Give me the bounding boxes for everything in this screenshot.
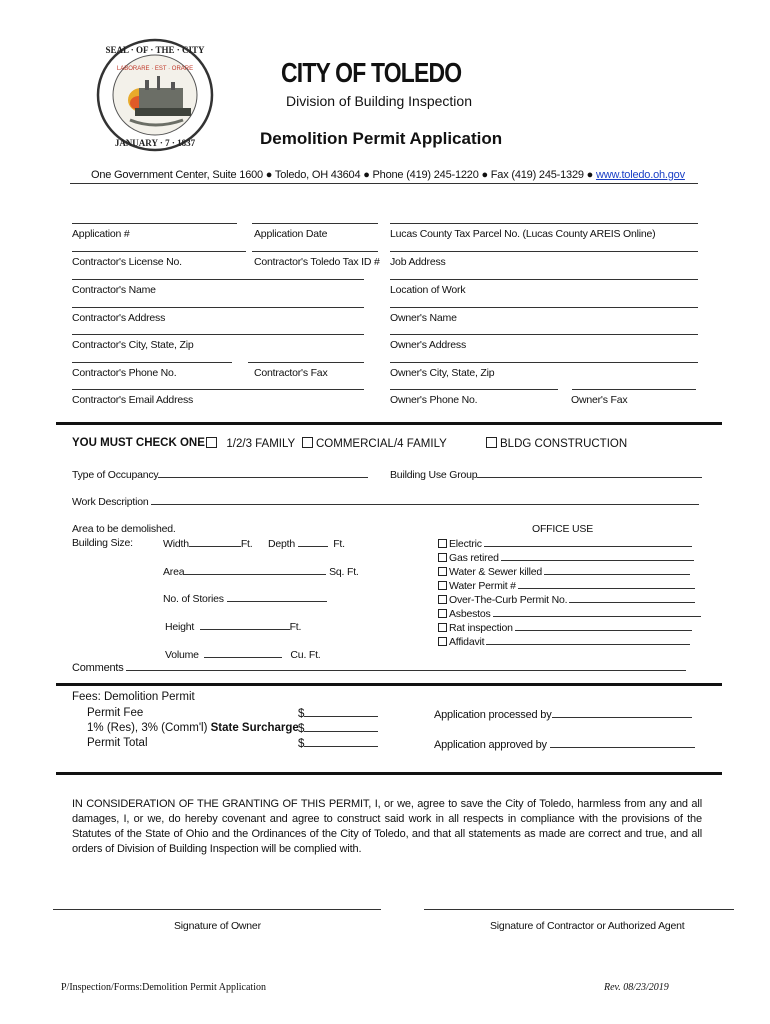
height-unit: Ft. (289, 621, 302, 633)
comments-field[interactable] (72, 661, 686, 674)
label-contractor-email: Contractor's Email Address (72, 394, 194, 406)
svg-text:SEAL · OF · THE · CITY: SEAL · OF · THE · CITY (105, 45, 205, 55)
office-use-label: Gas retired (449, 552, 499, 564)
office-use-item[interactable] (438, 565, 690, 578)
check-heading: YOU MUST CHECK ONE (72, 437, 205, 449)
surcharge-bold: State Surcharge (210, 722, 299, 734)
height-field[interactable] (165, 620, 301, 633)
label-application-no: Application # (72, 228, 130, 240)
label-parcel-no: Lucas County Tax Parcel No. (Lucas County AREIS Online) (390, 228, 656, 240)
building-use-group-label: Building Use Group (390, 469, 478, 481)
label-application-date: Application Date (254, 228, 328, 240)
office-use-label: Water & Sewer killed (449, 566, 543, 578)
label-owner-name: Owner's Name (390, 312, 457, 324)
page-title: CITY OF TOLEDO (281, 57, 462, 88)
field-line (390, 279, 698, 280)
office-use-label: Electric (449, 538, 482, 550)
checkbox-bldg[interactable] (486, 437, 497, 448)
depth-label: Depth (268, 538, 296, 550)
option-bldg-label: BLDG CONSTRUCTION (500, 438, 628, 450)
work-description-label: Work Description (72, 496, 149, 508)
office-use-item[interactable] (438, 621, 692, 634)
contact-line (91, 169, 685, 181)
permit-fee-label: Permit Fee (87, 707, 144, 719)
field-line (72, 334, 364, 335)
office-use-item[interactable] (438, 607, 701, 620)
footer-revision: Rev. 08/23/2019 (604, 982, 669, 993)
permit-total-label: Permit Total (87, 737, 148, 749)
field-line (72, 389, 364, 390)
label-owner-fax: Owner's Fax (571, 394, 628, 406)
volume-unit: Cu. Ft. (290, 649, 321, 661)
label-contractor-address: Contractor's Address (72, 312, 166, 324)
area-unit: Sq. Ft. (329, 566, 359, 578)
label-contractor-license: Contractor's License No. (72, 256, 182, 268)
label-contractor-city: Contractor's City, State, Zip (72, 339, 194, 351)
volume-label: Volume (165, 649, 199, 661)
field-line (72, 362, 232, 363)
processed-by-label: Application processed by (434, 709, 552, 721)
surcharge-amount[interactable] (298, 722, 378, 735)
area-heading: Area to be demolished. (72, 523, 176, 535)
option-family-label: 1/2/3 FAMILY (226, 438, 296, 450)
office-use-item[interactable] (438, 579, 695, 592)
office-use-item[interactable] (438, 635, 690, 648)
width-field[interactable] (163, 537, 253, 550)
depth-field[interactable] (268, 537, 345, 550)
website-link[interactable]: www.toledo.oh.gov (595, 169, 685, 181)
office-use-item[interactable] (438, 593, 695, 606)
footer-path: P/Inspection/Forms:Demolition Permit Application (61, 982, 266, 993)
office-use-label: Asbestos (449, 608, 491, 620)
approved-by-label: Application approved by (434, 739, 547, 751)
option-family[interactable] (206, 437, 295, 450)
office-use-checkbox[interactable] (438, 637, 447, 646)
office-use-item[interactable] (438, 551, 694, 564)
label-owner-address: Owner's Address (390, 339, 467, 351)
field-line (390, 334, 698, 335)
label-location-of-work: Location of Work (390, 284, 466, 296)
header-divider (70, 183, 698, 184)
contractor-signature-label: Signature of Contractor or Authorized Agent (490, 920, 685, 932)
checkbox-commercial[interactable] (302, 437, 313, 448)
office-use-label: Water Permit # (449, 580, 516, 592)
svg-text:LABORARE · EST · ORARE: LABORARE · EST · ORARE (116, 66, 194, 72)
label-contractor-tax-id: Contractor's Toledo Tax ID # (254, 256, 380, 268)
permit-fee-amount[interactable] (298, 707, 378, 720)
stories-label: No. of Stories (163, 593, 224, 605)
area-field[interactable] (163, 565, 359, 578)
field-line (572, 389, 696, 390)
work-description-field[interactable] (72, 495, 699, 508)
surcharge-prefix: 1% (Res), 3% (Comm'l) (87, 722, 208, 734)
approved-by-field[interactable] (434, 738, 695, 751)
type-of-occupancy-label: Type of Occupancy (72, 469, 159, 481)
field-line (252, 223, 378, 224)
width-unit: Ft. (240, 538, 253, 550)
type-of-occupancy-field[interactable] (72, 468, 368, 481)
field-line (248, 362, 364, 363)
field-line (72, 279, 364, 280)
office-use-heading: OFFICE USE (532, 523, 594, 535)
office-use-checkbox[interactable] (438, 595, 447, 604)
owner-signature-label: Signature of Owner (174, 920, 261, 932)
office-use-checkbox[interactable] (438, 539, 447, 548)
dollar-sign: $ (298, 738, 305, 750)
stories-field[interactable] (163, 592, 327, 605)
field-line (390, 307, 698, 308)
label-owner-city: Owner's City, State, Zip (390, 367, 495, 379)
form-title: Demolition Permit Application (260, 129, 503, 148)
office-use-checkbox[interactable] (438, 553, 447, 562)
permit-total-amount[interactable] (298, 737, 378, 750)
office-use-item[interactable] (438, 537, 692, 550)
division-name: Division of Building Inspection (286, 93, 472, 109)
option-commercial-label: COMMERCIAL/4 FAMILY (316, 438, 447, 450)
building-size-label: Building Size: (72, 537, 133, 549)
comments-label: Comments (72, 662, 124, 674)
city-seal-logo (95, 38, 215, 153)
section-divider (56, 772, 722, 775)
option-commercial[interactable] (302, 437, 447, 450)
section-divider (56, 422, 722, 425)
processed-by-field[interactable] (434, 708, 692, 721)
checkbox-family[interactable] (206, 437, 217, 448)
label-contractor-fax: Contractor's Fax (254, 367, 328, 379)
width-label: Width (163, 538, 189, 550)
volume-field[interactable] (165, 648, 321, 661)
svg-text:JANUARY · 7 · 1837: JANUARY · 7 · 1837 (114, 138, 196, 148)
option-bldg[interactable] (486, 437, 627, 450)
label-owner-phone: Owner's Phone No. (390, 394, 478, 406)
building-use-group-field[interactable] (390, 468, 702, 481)
owner-signature-line[interactable] (53, 909, 381, 910)
field-line (390, 223, 698, 224)
dollar-sign: $ (298, 708, 305, 720)
address-text: One Government Center, Suite 1600 ● Toledo, OH 43604 ● Phone (419) 245-1220 ● Fax (419) 245-1329 ● (91, 169, 594, 181)
office-use-checkbox[interactable] (438, 609, 447, 618)
area-label: Area (163, 566, 185, 578)
consideration-text: IN CONSIDERATION OF THE GRANTING OF THIS PERMIT, I, or we, agree to save the City of Toledo, harmless from any and all damages, I, or we, do hereby covenant and agree to construct said work in all respects in compliance with the provisions of the Statutes of the State of Ohio and the Ordinances of the City of Toledo, and that all statements as made are correct and true, and all orders of Division of Building Inspection will be complied with. (72, 798, 702, 855)
field-line (390, 389, 558, 390)
fees-heading: Fees: Demolition Permit (72, 691, 195, 703)
surcharge-label (87, 722, 299, 734)
office-use-label: Affidavit (449, 636, 485, 648)
office-use-checkbox[interactable] (438, 567, 447, 576)
depth-unit: Ft. (333, 538, 345, 550)
office-use-checkbox[interactable] (438, 623, 447, 632)
office-use-label: Rat inspection (449, 622, 513, 634)
field-line (72, 223, 237, 224)
height-label: Height (165, 621, 195, 633)
field-line (390, 251, 698, 252)
field-line (252, 251, 378, 252)
field-line (390, 362, 698, 363)
label-contractor-name: Contractor's Name (72, 284, 156, 296)
label-contractor-phone: Contractor's Phone No. (72, 367, 177, 379)
field-line (72, 251, 246, 252)
office-use-checkbox[interactable] (438, 581, 447, 590)
office-use-label: Over-The-Curb Permit No. (449, 594, 568, 606)
label-job-address: Job Address (390, 256, 446, 268)
section-divider (56, 683, 722, 686)
field-line (72, 307, 364, 308)
contractor-signature-line[interactable] (424, 909, 734, 910)
dollar-sign: $ (298, 723, 305, 735)
